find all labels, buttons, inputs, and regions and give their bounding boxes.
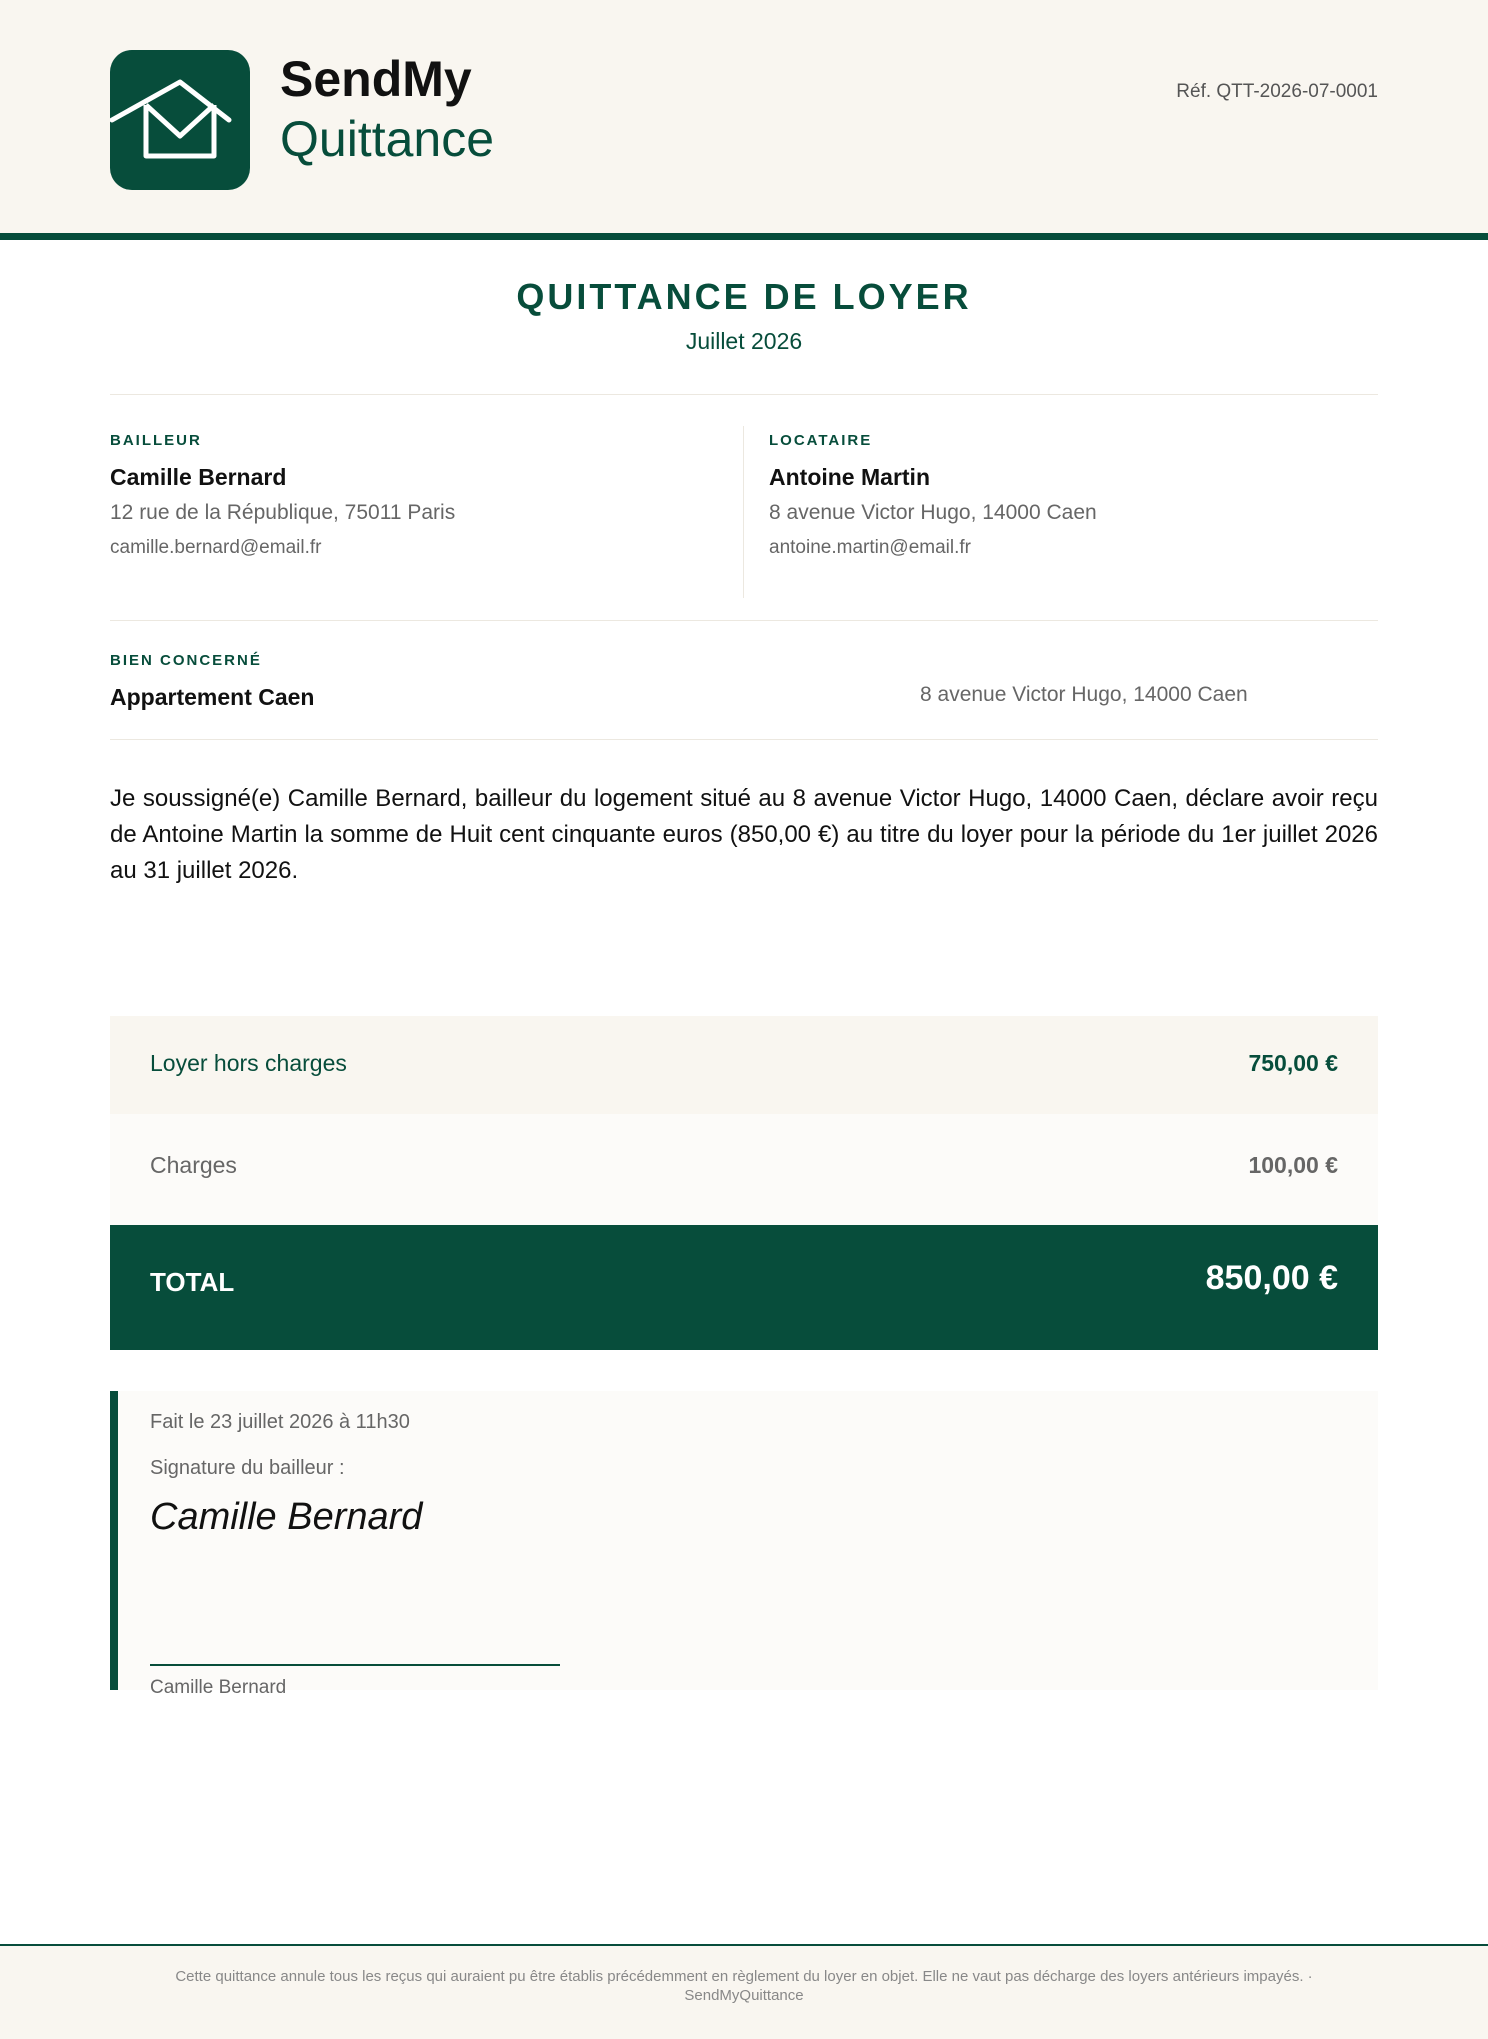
signatory-name: Camille Bernard	[150, 1677, 287, 1698]
signature-accent-bar	[110, 1391, 118, 1690]
handwritten-signature: Camille Bernard	[150, 1496, 423, 1538]
tenant-label: LOCATAIRE	[769, 432, 873, 449]
divider	[110, 394, 1378, 395]
signature-label: Signature du bailleur :	[150, 1457, 345, 1479]
property-address: 8 avenue Victor Hugo, 14000 Caen	[920, 683, 1248, 706]
signature-block	[110, 1391, 1378, 1690]
rent-row	[110, 1016, 1378, 1114]
divider	[110, 739, 1378, 740]
total-row	[110, 1225, 1378, 1350]
receipt-statement: Je soussigné(e) Camille Bernard, bailleur du logement situé au 8 avenue Victor Hugo, 14000 Caen, déclare avoir reçu de Antoine Martin la somme de Huit cent cinquante euros (850,00 €) au titre du loyer pour la période du 1er juillet 2026 au 31 juillet 2026.	[110, 785, 1378, 884]
tenant-address: 8 avenue Victor Hugo, 14000 Caen	[769, 501, 1097, 524]
total-value: 850,00 €	[1205, 1259, 1338, 1297]
charges-label: Charges	[150, 1152, 237, 1178]
rent-label: Loyer hors charges	[150, 1050, 347, 1076]
landlord-label: BAILLEUR	[110, 432, 202, 449]
tenant-email: antoine.martin@email.fr	[769, 537, 971, 558]
property-label: BIEN CONCERNÉ	[110, 652, 262, 669]
document-period: Juillet 2026	[685, 328, 803, 354]
brand-name-line2: Quittance	[280, 111, 495, 167]
parties-divider	[743, 426, 744, 598]
rent-value: 750,00 €	[1248, 1050, 1338, 1076]
header-divider	[0, 233, 1488, 240]
landlord-address: 12 rue de la République, 75011 Paris	[110, 501, 456, 524]
divider	[110, 620, 1378, 621]
property-name: Appartement Caen	[110, 684, 315, 710]
total-label: TOTAL	[150, 1267, 235, 1297]
document-title: QUITTANCE DE LOYER	[516, 276, 972, 317]
house-envelope-icon	[110, 50, 250, 190]
brand-name-line1: SendMy	[280, 51, 472, 107]
tenant-name: Antoine Martin	[769, 464, 930, 490]
landlord-email: camille.bernard@email.fr	[110, 537, 322, 558]
signature-line	[150, 1664, 560, 1666]
charges-value: 100,00 €	[1248, 1152, 1338, 1178]
signature-date: Fait le 23 juillet 2026 à 11h30	[150, 1411, 410, 1433]
footer-legal-text: Cette quittance annule tous les reçus qui auraient pu être établis précédemment en règlement du loyer en objet. Elle ne vaut pas décharge des loyers antérieurs impayés. · SendMyQuittance	[175, 1968, 1313, 2004]
landlord-name: Camille Bernard	[110, 464, 287, 490]
document-reference: Réf. QTT-2026-07-0001	[1176, 81, 1378, 102]
charges-row	[110, 1114, 1378, 1225]
